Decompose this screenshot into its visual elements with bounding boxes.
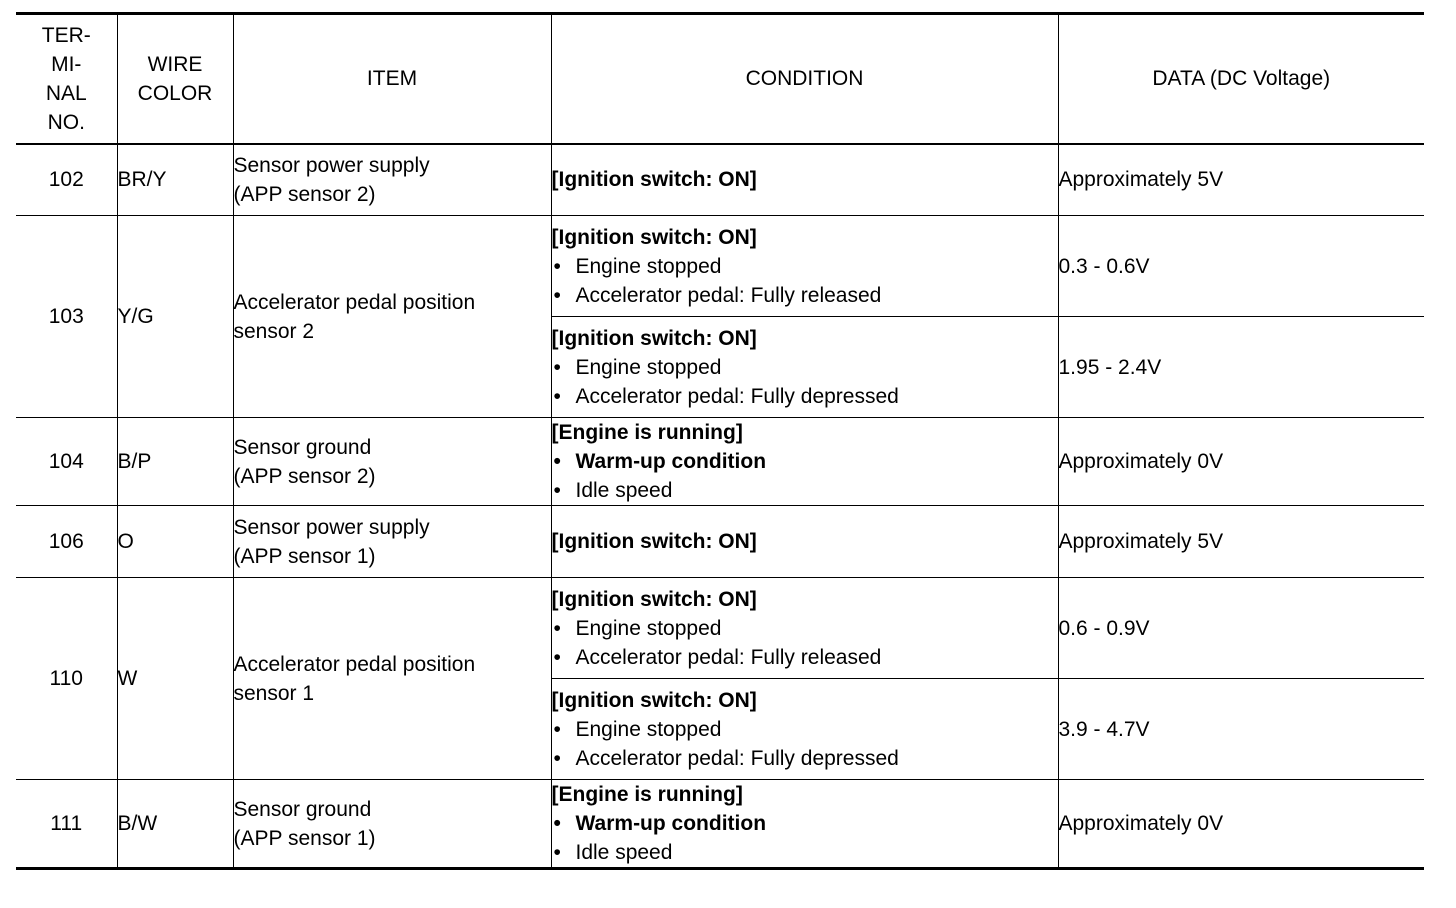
bullet-icon: • (553, 746, 561, 770)
item-line: Sensor power supply (233, 153, 430, 177)
condition-header: [Engine is running] (551, 783, 743, 806)
data-voltage-cell: Approximately 5V (1058, 144, 1424, 216)
condition-item-text: Engine stopped (575, 254, 722, 278)
item-line: sensor 2 (233, 319, 315, 343)
table-row (16, 780, 1424, 869)
condition-item-text: Accelerator pedal: Fully released (575, 645, 882, 669)
bullet-icon: • (553, 450, 561, 473)
bullet-icon: • (553, 283, 561, 307)
condition-item-text: Idle speed (575, 479, 673, 502)
condition-item (552, 252, 1058, 281)
header-terminal-line: NO. (47, 110, 85, 134)
condition-header: [Ignition switch: ON] (551, 688, 757, 712)
condition-list (552, 447, 1058, 505)
condition-header: [Ignition switch: ON] (551, 587, 757, 611)
header-wire-line: WIRE (147, 52, 203, 76)
condition-item-text: Accelerator pedal: Fully released (575, 283, 882, 307)
condition-item (552, 447, 1058, 476)
condition-list (552, 353, 1058, 411)
condition-list (552, 614, 1058, 672)
condition-cell (551, 679, 1058, 780)
condition-item-text: Accelerator pedal: Fully depressed (575, 384, 899, 408)
terminal-no-cell: 110 (16, 578, 117, 780)
item-cell (233, 506, 551, 578)
condition-header: [Ignition switch: ON] (551, 326, 757, 350)
wire-color-cell: BR/Y (117, 144, 233, 216)
condition-cell (551, 418, 1058, 506)
condition-item-text: Engine stopped (575, 616, 722, 640)
item-line: Sensor ground (233, 797, 372, 821)
condition-list (552, 252, 1058, 310)
item-cell (233, 144, 551, 216)
terminal-no-cell: 111 (16, 780, 117, 869)
terminal-no-cell: 102 (16, 144, 117, 216)
item-line: (APP sensor 1) (233, 826, 376, 850)
item-cell (233, 418, 551, 506)
data-voltage-cell: 0.3 - 0.6V (1058, 216, 1424, 317)
data-voltage-cell: 1.95 - 2.4V (1058, 317, 1424, 418)
header-wire-color (117, 14, 233, 144)
item-line: sensor 1 (233, 681, 315, 705)
header-terminal-line: MI- (51, 52, 82, 76)
condition-header: [Engine is running] (551, 421, 743, 444)
header-condition: CONDITION (551, 14, 1058, 144)
terminal-spec-table (16, 12, 1424, 870)
condition-header: [Ignition switch: ON] (551, 168, 757, 192)
item-line: Accelerator pedal position (233, 290, 476, 314)
wire-color-cell: B/W (117, 780, 233, 869)
table-header (16, 14, 1424, 144)
condition-item-text: Warm-up condition (575, 450, 767, 473)
table-row (16, 418, 1424, 506)
item-line: Accelerator pedal position (233, 652, 476, 676)
bullet-icon: • (553, 254, 561, 278)
terminal-no-cell: 104 (16, 418, 117, 506)
item-line: (APP sensor 2) (233, 182, 376, 206)
table-row (16, 578, 1424, 679)
bullet-icon: • (553, 384, 561, 408)
item-line: Sensor power supply (233, 515, 430, 539)
bullet-icon: • (553, 616, 561, 640)
table-body (16, 144, 1424, 869)
header-row (16, 14, 1424, 144)
bullet-icon: • (553, 479, 561, 502)
header-terminal-line: NAL (45, 81, 87, 105)
condition-item (552, 643, 1058, 672)
data-voltage-cell: Approximately 0V (1058, 418, 1424, 506)
table-row (16, 506, 1424, 578)
item-cell (233, 780, 551, 869)
condition-cell (551, 578, 1058, 679)
condition-list (552, 809, 1058, 867)
data-voltage-cell: 3.9 - 4.7V (1058, 679, 1424, 780)
condition-item (552, 281, 1058, 310)
condition-item (552, 715, 1058, 744)
terminal-no-cell: 103 (16, 216, 117, 418)
condition-item-text: Idle speed (575, 841, 673, 864)
condition-cell (551, 317, 1058, 418)
wire-color-cell: O (117, 506, 233, 578)
header-terminal-no (16, 14, 117, 144)
condition-item-text: Engine stopped (575, 355, 722, 379)
item-line: Sensor ground (233, 435, 372, 459)
condition-list (552, 715, 1058, 773)
bullet-icon: • (553, 812, 561, 835)
condition-cell (551, 506, 1058, 578)
bullet-icon: • (553, 717, 561, 741)
data-voltage-cell: Approximately 5V (1058, 506, 1424, 578)
table-row (16, 216, 1424, 317)
condition-header: [Ignition switch: ON] (551, 225, 757, 249)
bullet-icon: • (553, 645, 561, 669)
header-data: DATA (DC Voltage) (1058, 14, 1424, 144)
condition-cell (551, 780, 1058, 869)
bullet-icon: • (553, 841, 561, 864)
condition-item-text: Accelerator pedal: Fully depressed (575, 746, 899, 770)
header-wire-line: COLOR (137, 81, 213, 105)
condition-header: [Ignition switch: ON] (551, 530, 757, 553)
condition-item (552, 838, 1058, 867)
header-terminal-line: TER- (41, 23, 91, 47)
header-item: ITEM (233, 14, 551, 144)
condition-item-text: Warm-up condition (575, 812, 767, 835)
wire-color-cell: B/P (117, 418, 233, 506)
item-cell (233, 578, 551, 780)
bullet-icon: • (553, 355, 561, 379)
condition-item (552, 744, 1058, 773)
condition-item (552, 476, 1058, 505)
condition-cell (551, 216, 1058, 317)
condition-item-text: Engine stopped (575, 717, 722, 741)
data-voltage-cell: Approximately 0V (1058, 780, 1424, 869)
data-voltage-cell: 0.6 - 0.9V (1058, 578, 1424, 679)
item-line: (APP sensor 2) (233, 464, 376, 488)
condition-item (552, 809, 1058, 838)
condition-item (552, 614, 1058, 643)
condition-item (552, 353, 1058, 382)
terminal-no-cell: 106 (16, 506, 117, 578)
wire-color-cell: Y/G (117, 216, 233, 418)
condition-cell (551, 144, 1058, 216)
table-row (16, 144, 1424, 216)
condition-item (552, 382, 1058, 411)
item-line: (APP sensor 1) (233, 544, 376, 568)
item-cell (233, 216, 551, 418)
wire-color-cell: W (117, 578, 233, 780)
